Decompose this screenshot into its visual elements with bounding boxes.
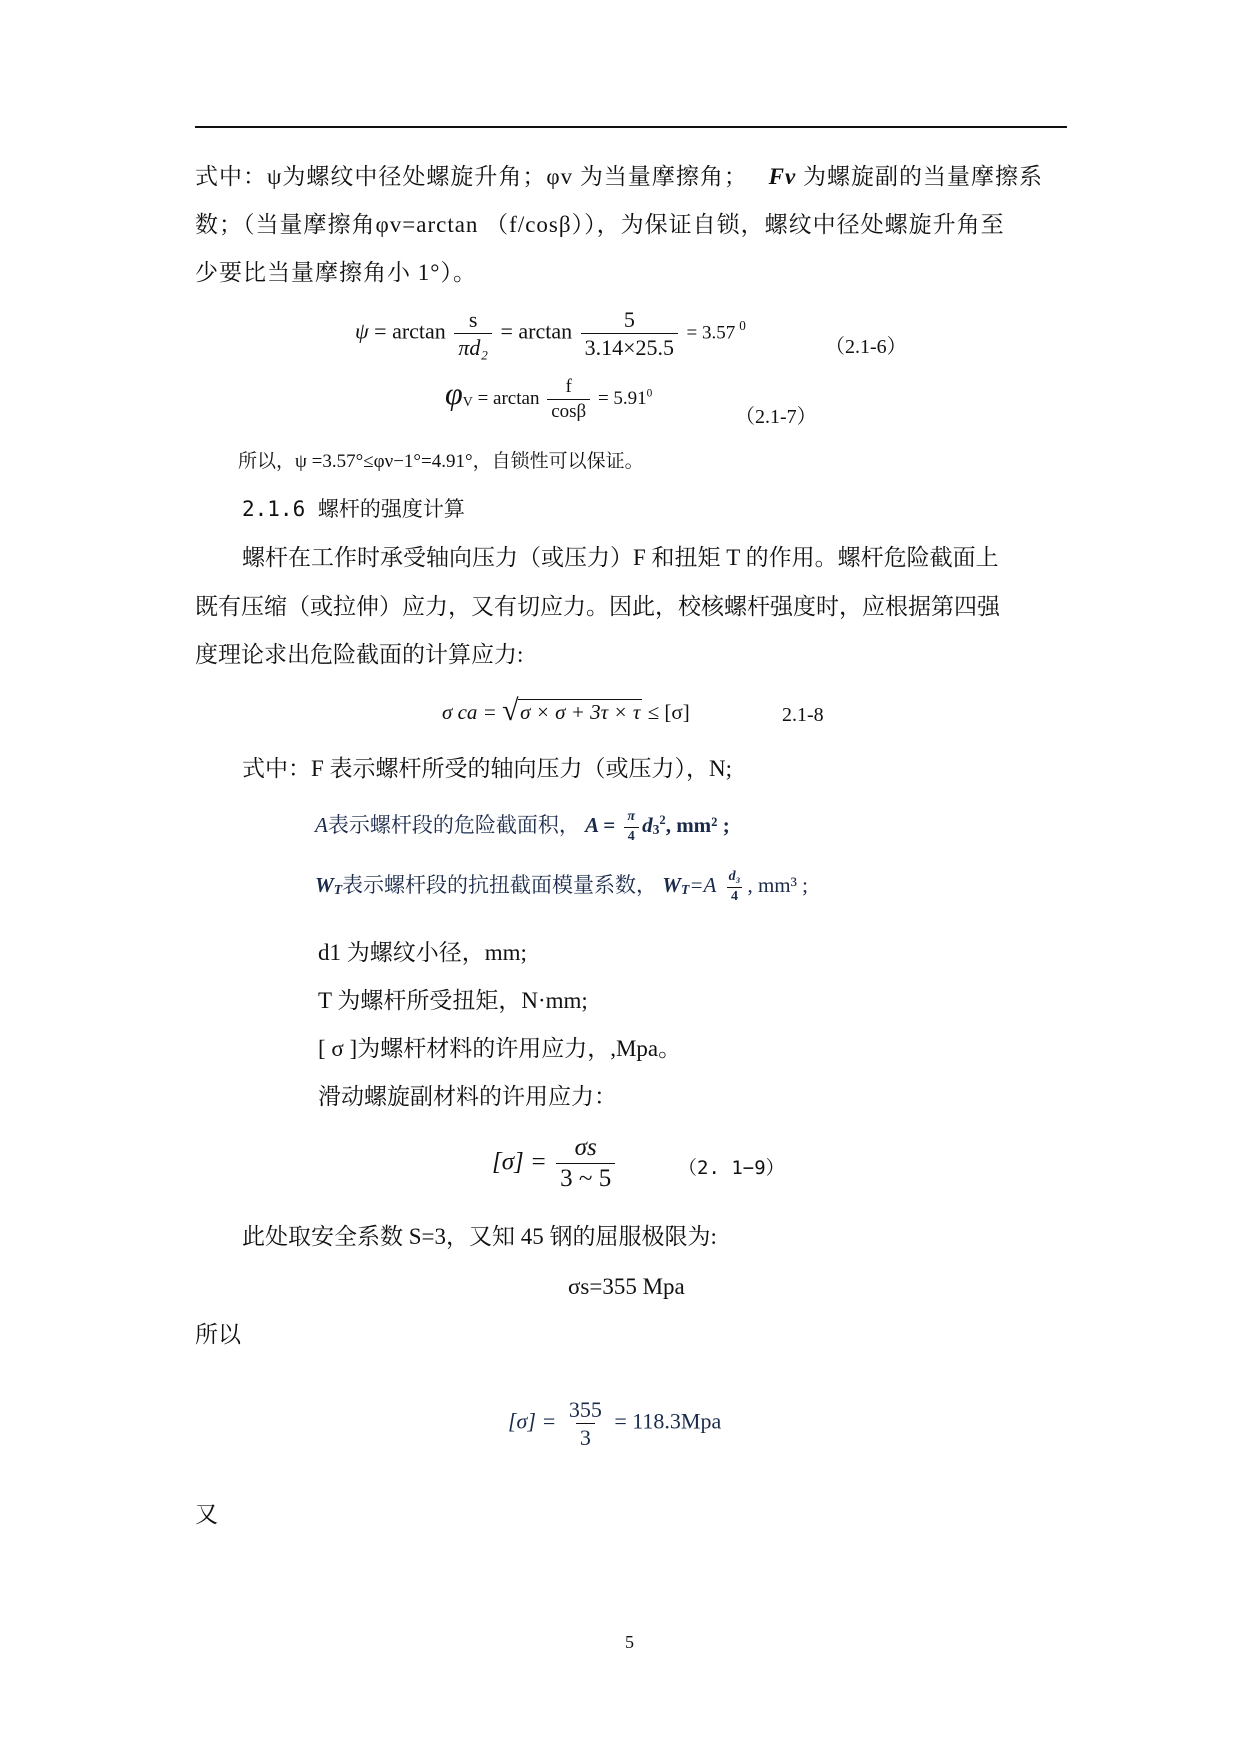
eq-lhs: A = (585, 813, 616, 837)
equation-2-1-6 (355, 308, 746, 359)
paragraph-line (195, 162, 1043, 192)
radical-sign: √ (502, 694, 519, 727)
denominator: πd₂ (454, 333, 492, 359)
var-sub: 3 (652, 822, 660, 838)
so-line: 所以 (195, 1322, 241, 1347)
unit: , mm³ ; (747, 873, 809, 897)
eq-result: = 118.3Mpa (614, 1408, 722, 1434)
eq-lhs: [σ] = (508, 1408, 557, 1434)
safety-factor-line: 此处取安全系数 S=3，又知 45 钢的屈服极限为: (242, 1224, 717, 1249)
text: 表示螺杆段的危险截面积， (327, 813, 580, 837)
fraction (556, 1135, 615, 1193)
denominator: 3.14×25.5 (581, 333, 678, 359)
eq-degree: 0 (646, 387, 653, 400)
also-line: 又 (195, 1502, 218, 1527)
eq-op: = arctan (374, 318, 446, 344)
text: 表示螺杆段的抗扭截面模量系数， (342, 873, 658, 897)
numerator: π (627, 809, 636, 824)
numerator: s (468, 307, 478, 332)
equation-result (508, 1398, 721, 1449)
eq-rhs: ≤ [σ] (647, 700, 690, 724)
eq-lhs: φ (445, 375, 463, 411)
denominator: 3 (576, 1423, 595, 1449)
definition-F: 式中：F 表示螺杆所受的轴向压力（或压力），N; (242, 756, 733, 781)
eq-lhs-sub: V (462, 395, 473, 411)
header-rule (195, 126, 1067, 128)
denominator: 4 (727, 887, 742, 905)
definition-d1: d1 为螺纹小径，mm; (318, 940, 527, 965)
eq-op: =A (689, 873, 717, 897)
text: 为螺旋副的当量摩擦系 (796, 164, 1043, 189)
var-d: d (642, 813, 653, 837)
definition-A (315, 805, 730, 845)
symbol-fv: Fv (768, 164, 797, 189)
equation-2-1-8 (442, 694, 690, 727)
numerator: 355 (568, 1397, 602, 1422)
equation-number: （2.1-7） (735, 406, 817, 428)
symbol-W: W (315, 873, 334, 897)
symbol-T-sub: T (333, 882, 343, 898)
paragraph-line: 少要比当量摩擦角小 1°）。 (195, 260, 477, 285)
eq-lhs-sub: T (680, 882, 690, 898)
eq-lhs: [σ] = (492, 1148, 547, 1176)
allowable-stress-intro: 滑动螺旋副材料的许用应力： (318, 1084, 617, 1109)
paragraph-line: 度理论求出危险截面的计算应力: (195, 642, 524, 667)
conclusion-line: 所以，ψ =3.57°≤φν−1°=4.91°，自锁性可以保证。 (238, 451, 644, 472)
numerator: d₃ (728, 869, 741, 884)
numerator: 5 (623, 307, 635, 332)
unit: , mm² ; (665, 813, 730, 837)
equation-number: （2. 1−9） (678, 1157, 785, 1179)
section-heading: 2.1.6 螺杆的强度计算 (242, 497, 465, 521)
square-root (502, 694, 642, 727)
definition-WT (315, 870, 808, 905)
fraction (565, 1398, 606, 1449)
fraction (725, 870, 745, 904)
numerator: f (565, 376, 572, 398)
paragraph-line: 既有压缩（或拉伸）应力，又有切应力。因此，校核螺杆强度时，应根据第四强 (195, 594, 1000, 619)
eq-op: = arctan (477, 388, 540, 409)
fraction (581, 308, 678, 359)
radicand: σ × σ + 3τ × τ (520, 700, 641, 724)
denominator: cosβ (547, 399, 590, 422)
yield-value: σs=355 Mpa (568, 1274, 685, 1299)
paragraph-line: 螺杆在工作时承受轴向压力（或压力）F 和扭矩 T 的作用。螺杆危险截面上 (242, 545, 999, 570)
eq-result: = 3.57 (686, 322, 736, 344)
definition-sigma: [ σ ]为螺杆材料的许用应力，,Mpa。 (318, 1036, 682, 1061)
text: 式中：ψ为螺纹中径处螺旋升角；φv 为当量摩擦角； (195, 164, 748, 189)
denominator: 4 (624, 827, 639, 845)
eq-result: = 5.91 (597, 388, 647, 409)
eq-op: = arctan (500, 318, 573, 344)
fraction (454, 308, 492, 359)
page-number: 5 (625, 1632, 634, 1652)
var-sup: 2 (659, 813, 666, 827)
eq-lhs: σ ca = (442, 700, 497, 724)
eq-lhs: ψ (355, 318, 369, 344)
eq-degree: 0 (739, 318, 746, 334)
definition-T: T 为螺杆所受扭矩，N·mm; (318, 988, 588, 1013)
symbol-A: A (315, 813, 328, 837)
equation-2-1-7 (445, 375, 652, 422)
eq-lhs: W (662, 873, 681, 897)
fraction (623, 810, 639, 844)
equation-number: 2.1-8 (782, 704, 824, 726)
equation-2-1-9 (492, 1135, 618, 1193)
paragraph-line: 数；（当量摩擦角φv=arctan （f/cosβ）），为保证自锁，螺纹中径处螺旋升角至 (195, 212, 1005, 237)
denominator: 3 ~ 5 (556, 1163, 615, 1192)
fraction (547, 377, 590, 422)
numerator: σs (574, 1134, 597, 1161)
equation-number: （2.1-6） (825, 336, 907, 358)
